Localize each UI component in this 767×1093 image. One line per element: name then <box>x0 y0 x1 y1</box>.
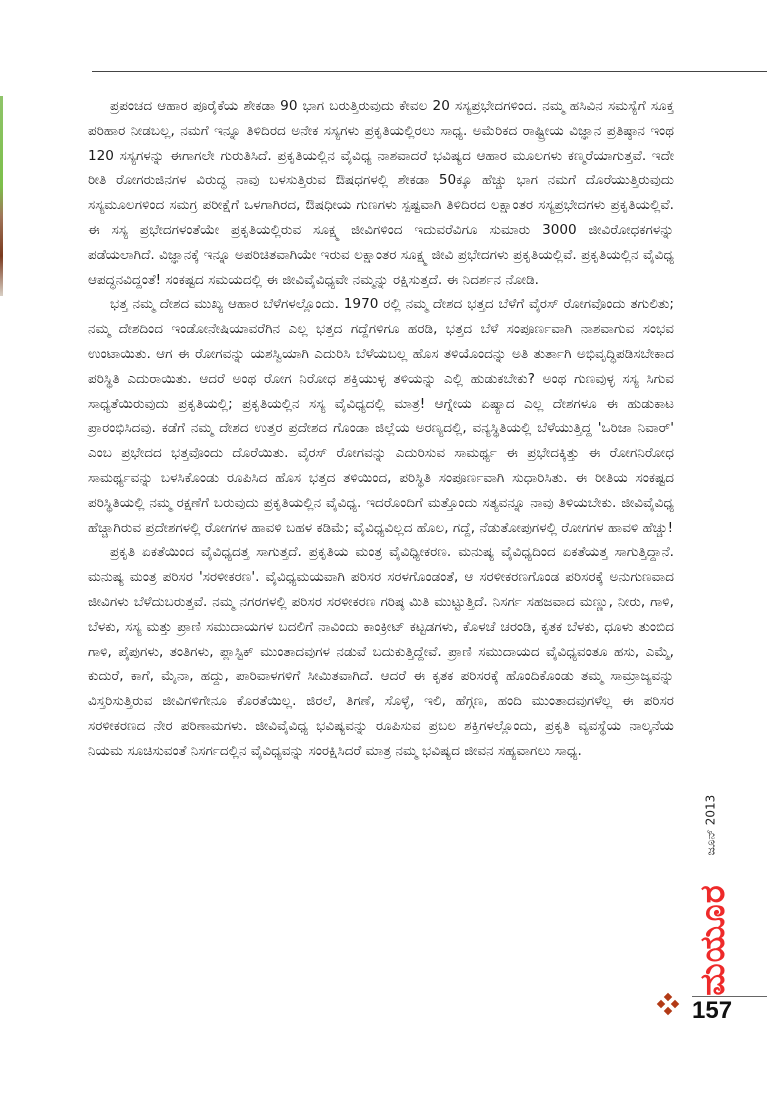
paragraph: ಭತ್ತ ನಮ್ಮ ದೇಶದ ಮುಖ್ಯ ಆಹಾರ ಬೆಳೆಗಳಲ್ಲೊಂದು. 1970 ರಲ್ಲಿ ನಮ್ಮ ದೇಶದ ಭತ್ತದ ಬೆಳೆಗೆ ವೈರಸ್ ರೋಗವೊಂದು ತಗುಲಿತು; ನಮ್ಮ ದೇಶದಿಂದ ಇಂಡೋನೇಷಿಯಾವರೆಗಿನ ಎಲ್ಲ ಭತ್ತದ ಗದ್ದೆಗಳಿಗೂ ಹರಡಿ, ಭತ್ತದ ಬೆಳೆ ಸಂಪೂರ್ಣವಾಗಿ ನಾಶವಾಗುವ ಸಂಭವ ಉಂಟಾಯಿತು. ಆಗ ಈ ರೋಗವನ್ನು ಯಶಸ್ವಿಯಾಗಿ ಎದುರಿಸಿ ಬೆಳೆಯಬಲ್ಲ ಹೊಸ ತಳಿಯೊಂದನ್ನು ಅತಿ ತುರ್ತಾಗಿ ಅಭಿವೃದ್ಧಿಪಡಿಸಬೇಕಾದ ಪರಿಸ್ಥಿತಿ ಎದುರಾಯಿತು. ಆದರೆ ಅಂಥ ರೋಗ ನಿರೋಧ ಶಕ್ತಿಯುಳ್ಳ ತಳಿಯನ್ನು ಎಲ್ಲಿ ಹುಡುಕಬೇಕು? ಅಂಥ ಗುಣವುಳ್ಳ ಸಸ್ಯ ಸಿಗುವ ಸಾಧ್ಯತೆಯಿರುವುದು ಪ್ರಕೃತಿಯಲ್ಲಿ; ಪ್ರಕೃತಿಯಲ್ಲಿನ ಸಸ್ಯ ವೈವಿಧ್ಯದಲ್ಲಿ ಮಾತ್ರ! ಆಗ್ನೇಯ ಏಷ್ಯಾದ ಎಲ್ಲ ದೇಶಗಳೂ ಈ ಹುಡುಕಾಟ ಪ್ರಾರಂಭಿಸಿದವು. ಕಡೆಗೆ ನಮ್ಮ ದೇಶದ ಉತ್ತರ ಪ್ರದೇಶದ ಗೊಂಡಾ ಜಿಲ್ಲೆಯ ಅರಣ್ಯದಲ್ಲಿ, ವನ್ಯಸ್ಥಿತಿಯಲ್ಲಿ ಬೆಳೆಯುತ್ತಿದ್ದ 'ಒರಿಜಾ ನಿವಾರ್' ಎಂಬ ಪ್ರಭೇದದ ಭತ್ತವೊಂದು ದೊರೆಯಿತು. ವೈರಸ್ ರೋಗವನ್ನು ಎದುರಿಸುವ ಸಾಮರ್ಥ್ಯ ಈ ಪ್ರಭೇದಕ್ಕಿತ್ತು ಈ ರೋಗನಿರೋಧ ಸಾಮರ್ಥ್ಯವನ್ನು ಬಳಸಿಕೊಂಡು ರೂಪಿಸಿದ ಹೊಸ ಭತ್ತದ ತಳಿಯಿಂದ, ಪರಿಸ್ಥಿತಿ ಸಂಪೂರ್ಣವಾಗಿ ಸುಧಾರಿಸಿತು. ಈ ರೀತಿಯ ಸಂಕಷ್ಟದ ಪರಿಸ್ಥಿತಿಯಲ್ಲಿ ನಮ್ಮ ರಕ್ಷಣೆಗೆ ಬರುವುದು ಪ್ರಕೃತಿಯಲ್ಲಿನ ವೈವಿಧ್ಯ. ಇದರೊಂದಿಗೆ ಮತ್ತೊಂದು ಸತ್ಯವನ್ನೂ ನಾವು ತಿಳಿಯಬೇಕು. ಜೀವಿವೈವಿಧ್ಯ ಹೆಚ್ಚಾಗಿರುವ ಪ್ರದೇಶಗಳಲ್ಲಿ ರೋಗಗಳ ಹಾವಳಿ ಬಹಳ ಕಡಿಮೆ; ವೈವಿಧ್ಯವಿಲ್ಲದ ಹೊಲ, ಗದ್ದೆ, ನೆಡುತೋಪುಗಳಲ್ಲಿ ರೋಗಗಳ ಹಾವಳಿ ಹೆಚ್ಚು! <box>88 296 674 536</box>
page-number: 157 <box>692 997 733 1024</box>
issue-date-text: ಜೂನ್ 2013 <box>703 794 718 856</box>
magazine-name: ಮಯೂರ <box>693 884 733 996</box>
ornament-icon <box>658 994 678 1014</box>
bleed-edge-strip <box>0 96 3 296</box>
header-rule <box>92 71 767 72</box>
paragraph: ಪ್ರಪಂಚದ ಆಹಾರ ಪೂರೈಕೆಯ ಶೇಕಡಾ 90 ಭಾಗ ಬರುತ್ತಿರುವುದು ಕೇವಲ 20 ಸಸ್ಯಪ್ರಭೇದಗಳಿಂದ. ನಮ್ಮ ಹಸಿವಿನ ಸಮಸ್ಯೆಗೆ ಸೂಕ್ತ ಪರಿಹಾರ ನೀಡಬಲ್ಲ, ನಮಗೆ ಇನ್ನೂ ತಿಳಿದಿರದ ಅನೇಕ ಸಸ್ಯಗಳು ಪ್ರಕೃತಿಯಲ್ಲಿರಲು ಸಾಧ್ಯ. ಅಮೆರಿಕದ ರಾಷ್ಟ್ರೀಯ ವಿಜ್ಞಾನ ಪ್ರತಿಷ್ಠಾನ ಇಂಥ 120 ಸಸ್ಯಗಳನ್ನು ಈಗಾಗಲೇ ಗುರುತಿಸಿದೆ. ಪ್ರಕೃತಿಯಲ್ಲಿನ ವೈವಿಧ್ಯ ನಾಶವಾದರೆ ಭವಿಷ್ಯದ ಆಹಾರ ಮೂಲಗಳು ಕಣ್ಮರೆಯಾಗುತ್ತವೆ. ಇದೇ ರೀತಿ ರೋಗರುಜಿನಗಳ ವಿರುದ್ಧ ನಾವು ಬಳಸುತ್ತಿರುವ ಔಷಧಗಳಲ್ಲಿ ಶೇಕಡಾ 50ಕ್ಕೂ ಹೆಚ್ಚು ಭಾಗ ನಮಗೆ ದೊರೆಯುತ್ತಿರುವುದು ಸಸ್ಯಮೂಲಗಳಿಂದ ಸಮಗ್ರ ಪರೀಕ್ಷೆಗೆ ಒಳಗಾಗಿರದ, ಔಷಧೀಯ ಗುಣಗಳು ಸ್ಪಷ್ಟವಾಗಿ ತಿಳಿದಿರದ ಲಕ್ಷಾಂತರ ಸಸ್ಯಪ್ರಭೇದಗಳು ಪ್ರಕೃತಿಯಲ್ಲಿವೆ. ಈ ಸಸ್ಯ ಪ್ರಭೇದಗಳಂತೆಯೇ ಪ್ರಕೃತಿಯಲ್ಲಿರುವ ಸೂಕ್ಷ್ಮ ಜೀವಿಗಳಿಂದ ಇದುವರೆವಿಗೂ ಸುಮಾರು 3000 ಜೀವಿರೋಧಕಗಳನ್ನು ಪಡೆಯಲಾಗಿದೆ. ವಿಜ್ಞಾನಕ್ಕೆ ಇನ್ನೂ ಅಪರಿಚಿತವಾಗಿಯೇ ಇರುವ ಲಕ್ಷಾಂತರ ಸೂಕ್ಷ್ಮ ಜೀವಿ ಪ್ರಭೇದಗಳು ಪ್ರಕೃತಿಯಲ್ಲಿವೆ. ಪ್ರಕೃತಿಯಲ್ಲಿನ ವೈವಿಧ್ಯ ಆಪದ್ಧನವಿದ್ದಂತೆ! ಸಂಕಷ್ಟದ ಸಮಯದಲ್ಲಿ ಈ ಜೀವಿವೈವಿಧ್ಯವೇ ನಮ್ಮನ್ನು ರಕ್ಷಿಸುತ್ತದೆ. ಈ ನಿದರ್ಶನ ನೋಡಿ. <box>88 98 674 288</box>
paragraph: ಪ್ರಕೃತಿ ಏಕತೆಯಿಂದ ವೈವಿಧ್ಯದತ್ತ ಸಾಗುತ್ತದೆ. ಪ್ರಕೃತಿಯ ಮಂತ್ರ ವೈವಿಧ್ಯೀಕರಣ. ಮನುಷ್ಯ ವೈವಿಧ್ಯದಿಂದ ಏಕತೆಯತ್ತ ಸಾಗುತ್ತಿದ್ದಾನೆ. ಮನುಷ್ಯ ಮಂತ್ರ ಪರಿಸರ 'ಸರಳೀಕರಣ'. ವೈವಿಧ್ಯಮಯವಾಗಿ ಪರಿಸರ ಸರಳಗೊಂಡಂತೆ, ಆ ಸರಳೀಕರಣಗೊಂಡ ಪರಿಸರಕ್ಕೆ ಅನುಗುಣವಾದ ಜೀವಿಗಳು ಬೆಳೆದುಬರುತ್ತವೆ. ನಮ್ಮ ನಗರಗಳಲ್ಲಿ ಪರಿಸರ ಸರಳೀಕರಣ ಗರಿಷ್ಠ ಮಿತಿ ಮುಟ್ಟುತ್ತಿದೆ. ನಿಸರ್ಗ ಸಹಜವಾದ ಮಣ್ಣು, ನೀರು, ಗಾಳಿ, ಬೆಳಕು, ಸಸ್ಯ ಮತ್ತು ಪ್ರಾಣಿ ಸಮುದಾಯಗಳ ಬದಲಿಗೆ ನಾವಿಂದು ಕಾಂಕ್ರೀಟ್ ಕಟ್ಟಡಗಳು, ಕೊಳಚೆ ಚರಂಡಿ, ಕೃತಕ ಬೆಳಕು, ಧೂಳು ತುಂಬಿದ ಗಾಳಿ, ಪೈಪುಗಳು, ತಂತಿಗಳು, ಪ್ಲಾಸ್ಟಿಕ್ ಮುಂತಾದವುಗಳ ನಡುವೆ ಬದುಕುತ್ತಿದ್ದೇವೆ. ಪ್ರಾಣಿ ಸಮುದಾಯದ ವೈವಿಧ್ಯವಂತೂ ಹಸು, ಎಮ್ಮೆ, ಕುದುರೆ, ಕಾಗೆ, ಮೈನಾ, ಹದ್ದು, ಪಾರಿವಾಳಗಳಿಗೆ ಸೀಮಿತವಾಗಿದೆ. ಆದರೆ ಈ ಕೃತಕ ಪರಿಸರಕ್ಕೆ ಹೊಂದಿಕೊಂಡು ತಮ್ಮ ಸಾಮ್ರಾಜ್ಯವನ್ನು ವಿಸ್ತರಿಸುತ್ತಿರುವ ಜೀವಿಗಳಿಗೇನೂ ಕೊರತೆಯಿಲ್ಲ. ಜಿರಲೆ, ತಿಗಣೆ, ಸೊಳ್ಳೆ, ಇಲಿ, ಹೆಗ್ಗಣ, ಹಂದಿ ಮುಂತಾದವುಗಳೆಲ್ಲ ಈ ಪರಿಸರ ಸರಳೀಕರಣದ ನೇರ ಪರಿಣಾಮಗಳು. ಜೀವಿವೈವಿಧ್ಯ ಭವಿಷ್ಯವನ್ನು ರೂಪಿಸುವ ಪ್ರಬಲ ಶಕ್ತಿಗಳಲ್ಲೊಂದು, ಪ್ರಕೃತಿ ವ್ಯವಸ್ಥೆಯ ನಾಲ್ಕನೆಯ ನಿಯಮ ಸೂಚಿಸುವಂತೆ ನಿಸರ್ಗದಲ್ಲಿನ ವೈವಿಧ್ಯವನ್ನು ಸಂರಕ್ಷಿಸಿದರೆ ಮಾತ್ರ ನಮ್ಮ ಭವಿಷ್ಯದ ಜೀವನ ಸಹ್ಯವಾಗಲು ಸಾಧ್ಯ. <box>88 544 674 759</box>
issue-date <box>696 770 726 880</box>
magazine-masthead <box>693 884 733 996</box>
article-body <box>88 94 674 764</box>
